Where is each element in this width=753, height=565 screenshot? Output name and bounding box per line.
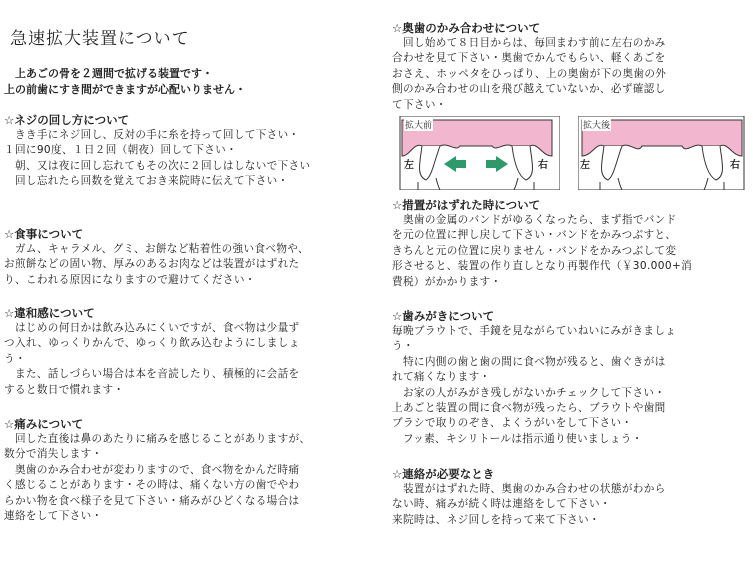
body-line: 上あごと装置の間に食べ物が残ったら、ブラウトや歯間 <box>392 402 666 415</box>
body-line: 朝、又は夜に回し忘れてもその次に２回しはしないで下さい <box>4 159 311 172</box>
body-line: て下さい・ <box>392 98 447 111</box>
body-line: 特に内側の歯と歯の間に食べ物が残ると、歯ぐきがは <box>392 355 666 368</box>
body-line: 回した直後は鼻のあたりに痛みを感じることがありますが、 <box>4 433 311 445</box>
figure-right-marker: 右 <box>730 160 740 171</box>
section-heading: ☆ネジの回し方について <box>4 113 130 127</box>
body-line: ない時、痛みが続く時は連絡をして下さい・ <box>392 498 611 511</box>
body-line: れて痛くなります・ <box>392 371 491 384</box>
after-expansion-figure <box>578 116 746 190</box>
body-line: きちんと元の位置に戻りません・バンドをかみつぶして変 <box>392 244 677 257</box>
body-line: きき手にネジ回し、反対の手に糸を持って回して下さい・ <box>4 129 300 141</box>
before-expansion-figure <box>392 116 560 190</box>
body-line: 奥歯のかみ合わせが変わりますので、食べ物をかんだ時痛 <box>4 463 300 476</box>
body-line: すると数日で慣れます・ <box>4 383 125 396</box>
body-line: お家の人がみがき残しがないかチェックして下さい・ <box>392 386 666 399</box>
intro-line: 上あごの骨を２週間で拡げる装置です・ <box>4 67 213 80</box>
figure-label: 拡大後 <box>582 118 611 131</box>
body-line: り、こわれる原因になりますので避けてください・ <box>4 273 256 286</box>
section-heading: ☆食事について <box>4 227 84 241</box>
section-pain <box>4 416 386 524</box>
intro-text <box>4 66 246 98</box>
section-appliance-detached <box>392 197 748 290</box>
body-line: 費税）がかかります・ <box>392 275 502 288</box>
body-line: ガム、キャラメル、グミ、お餅など粘着性の強い食べ物や、 <box>4 243 309 255</box>
body-line: フッ素、キシリトールは指示通り使いましょう・ <box>392 432 643 445</box>
figure-right-marker: 右 <box>538 160 548 171</box>
body-line: を元の位置に押し戻して下さい・バンドをかみつぶすと、 <box>392 229 677 242</box>
section-screw-turning <box>4 112 386 190</box>
body-line: く感じることがあります・その時は、痛くない方の歯でやわ <box>4 479 300 492</box>
body-line: 装置がはずれた時、奥歯のかみ合わせの状態がわから <box>392 483 666 495</box>
figure-left-marker: 左 <box>580 160 590 171</box>
body-line: 毎晩ブラウトで、手鏡を見ながらていねいにみがきましょ <box>392 325 677 337</box>
body-line: つ入れ、ゆっくりかんで、ゆっくり飲み込むようにしましょ <box>4 337 300 350</box>
body-line: お煎餅などの固い物、厚みのあるお肉などは装置がはずれた <box>4 258 300 271</box>
expansion-illustrations <box>392 116 748 192</box>
section-heading: ☆奥歯のかみ合わせについて <box>392 21 541 35</box>
body-line: 回し忘れたら回数を覚えておき来院時に伝えて下さい・ <box>4 175 289 188</box>
body-line: １回に90度、１日２回（朝夜）回して下さい・ <box>4 144 238 157</box>
body-line: ブラシで取りのぞき、よくうがいをして下さい・ <box>392 417 633 430</box>
body-line: 奥歯の金属のバンドがゆるくなったら、まず指でバンド <box>392 214 677 226</box>
body-line: また、話しづらい場合は本を音読したり、積極的に会話を <box>4 368 300 381</box>
figure-left-marker: 左 <box>404 160 414 171</box>
body-line: 合わせを見て下さい・奥歯でかんでもらい、軽くあごを <box>392 52 666 65</box>
body-line: 回し始めて８日目からは、毎回まわす前に左右のかみ <box>392 37 666 49</box>
body-line: はじめの何日かは飲み込みにくいですが、食べ物は少量ず <box>4 322 300 334</box>
body-line: 連絡をして下さい・ <box>4 510 103 523</box>
figure-label: 拡大前 <box>404 118 433 131</box>
section-heading: ☆連絡が必要なとき <box>392 467 495 481</box>
section-heading: ☆措置がはずれた時について <box>392 198 541 212</box>
section-discomfort <box>4 305 386 398</box>
body-line: 数分で消失します・ <box>4 448 103 461</box>
body-line: う・ <box>4 352 26 365</box>
section-heading: ☆痛みについて <box>4 417 84 431</box>
body-line: らかい物を食べ様子を見て下さい・痛みがひどくなる場合は <box>4 494 300 507</box>
body-line: おさえ、ホッペタをひっぱり、上の奥歯が下の奥歯の外 <box>392 67 667 80</box>
section-contact <box>392 466 748 528</box>
body-line: 来院時は、ネジ回しを持って来て下さい・ <box>392 513 600 526</box>
intro-line: 上の前歯にすき間ができますが心配いりません・ <box>4 83 246 96</box>
body-line: う・ <box>392 340 414 353</box>
section-heading: ☆歯みがきについて <box>392 309 495 323</box>
page-title: 急速拡大装置について <box>10 29 190 49</box>
section-brushing <box>392 308 748 447</box>
section-molar-bite <box>392 20 748 113</box>
section-meals <box>4 226 386 288</box>
body-line: 形させると、装置の作り直しとなり再製作代（￥30.000+消 <box>392 260 693 273</box>
section-heading: ☆違和感について <box>4 306 95 320</box>
body-line: 側のかみ合わせの山を飛び越えていないか、必ず確認し <box>392 83 666 96</box>
